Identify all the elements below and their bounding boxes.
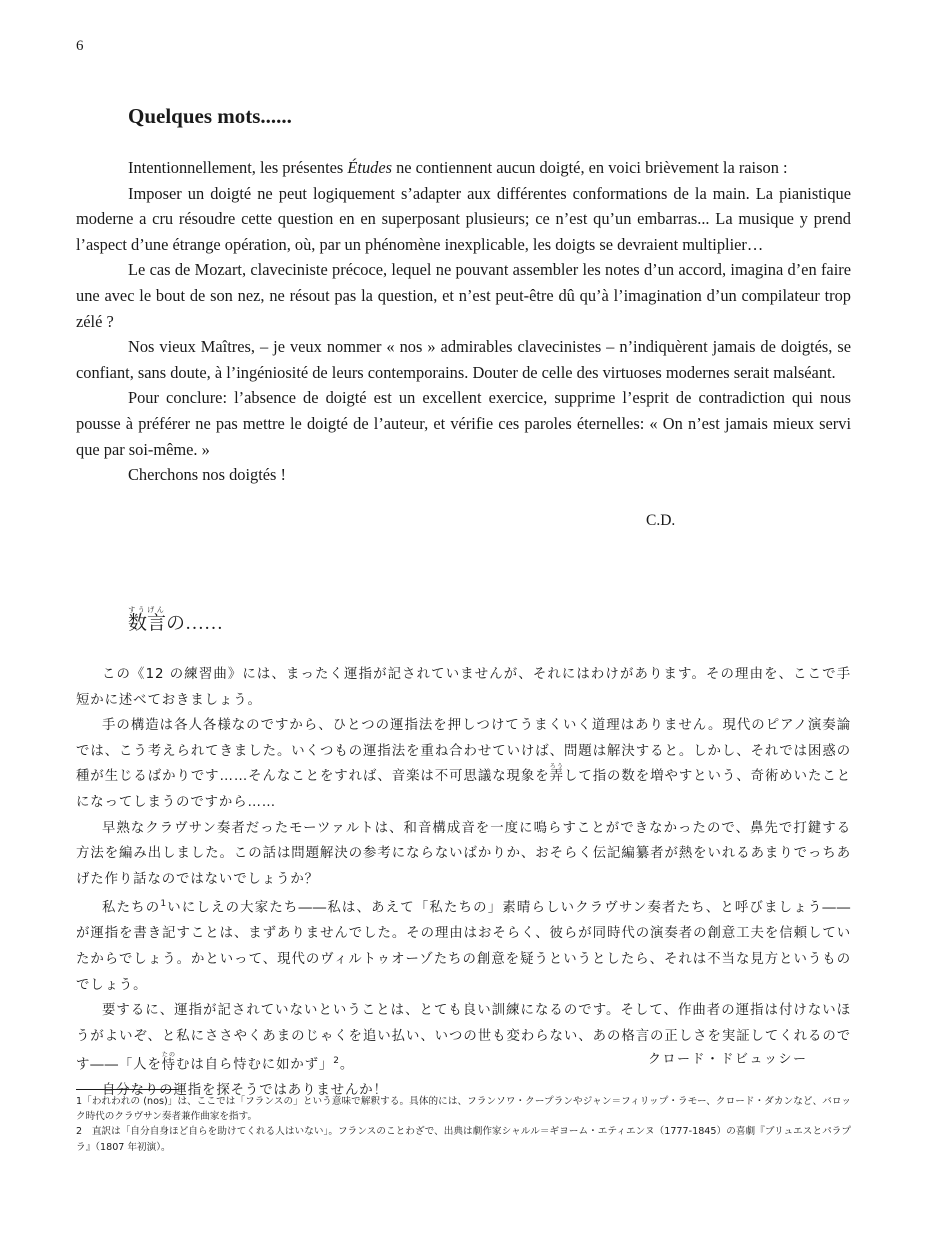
- italic-title-etudes: Études: [347, 158, 393, 177]
- japanese-paragraph: 自分なりの運指を探そうではありませんか！: [102, 1083, 388, 1099]
- title-kanji: 数言: [128, 613, 167, 634]
- title-rest: の……: [166, 613, 224, 634]
- french-paragraph: [76, 155, 851, 181]
- text-run: ne contiennent aucun doigté, en voici brièvement la raison :: [392, 158, 788, 177]
- japanese-paragraph: この《12 の練習曲》には、まったく運指が記されていませんが、それにはわけがあります。その理由を、ここで手短かに述べておきましょう。: [76, 667, 851, 708]
- text-run: いにしえの大家たち――私は、あえて「私たちの」素晴らしいクラヴサン奏者たち、と呼びましょう――が運指を書き記すことは、まずありませんでした。その理由はおそらく、彼らが同時代の演奏者の創意工夫を信頼していたからでしょう。かといって、現代のヴィルトゥオーゾたちの創意を疑うというとしたら、それは不当な見方というものでしょう。: [76, 900, 851, 993]
- footnotes: [76, 1094, 851, 1155]
- japanese-section-title: [128, 606, 223, 635]
- french-paragraph: Cherchons nos doigtés !: [128, 465, 286, 485]
- footnote-1: 1「われわれの (nos)」は、ここでは「フランスの」という意味で解釈する。具体的には、フランソワ・クープランやジャン＝フィリップ・ラモー、クロード・ダカンなど、バロック時代のクラヴサン奏者兼作曲家を指す。: [76, 1096, 851, 1123]
- ruby-base: 弄: [549, 769, 564, 785]
- footnote-divider: [76, 1089, 179, 1090]
- french-section-title: Quelques mots......: [128, 104, 292, 128]
- text-run: 要するに、運指が記されていないということは、とても良い訓練になるのです。そして、作曲者の運指は付けないほうがよいぞ、と私にささやくあまのじゃくを追い払い、いつの世も変わらない、あの格言の正しさを実証してくれるのです――「人を: [76, 1003, 851, 1073]
- text-run: 。: [339, 1057, 355, 1073]
- ruby-furigana: たの: [161, 1051, 177, 1059]
- ruby-word: [161, 1051, 177, 1073]
- japanese-paragraph: [76, 892, 851, 998]
- ruby-word: [549, 763, 564, 785]
- french-text-body: [76, 155, 851, 488]
- text-run: して指の数を増やすという、奇術めいたことになってしまうのですから……: [76, 769, 851, 810]
- text-run: 私たちの: [102, 900, 161, 916]
- footnote-ref-1[interactable]: 1: [160, 899, 167, 910]
- title-furigana: すうげん: [128, 606, 167, 614]
- footnote-ref-2[interactable]: 2: [333, 1056, 340, 1067]
- japanese-paragraph: [76, 713, 851, 815]
- ruby-base: 恃: [161, 1057, 177, 1073]
- text-run: むは自ら恃むに如かず」: [176, 1057, 334, 1073]
- french-paragraph: Imposer un doigté ne peut logiquement s’adapter aux différentes conformations de la main. La pianistique moderne a cru résoudre cette question en en superposant plusieurs; ce n’est qu’un embarras... La musique y prend l’aspect d’une étrange opération, où, par un phénomène inexplicable, les doigts se devraient multiplier…: [76, 183, 851, 254]
- japanese-paragraph: 早熟なクラヴサン奏者だったモーツァルトは、和音構成音を一度に鳴らすことができなかったので、鼻先で打鍵する方法を編み出しました。この話は問題解決の参考にならないばかりか、おそらく伝記編纂者が熱をいれるあまりでっちあげた作り話なのではないでしょうか？: [76, 820, 851, 887]
- page-number: 6: [76, 38, 84, 54]
- french-paragraph: Pour conclure: l’absence de doigté est un excellent exercice, supprime l’esprit de contradiction qui nous pousse à préférer ne pas mettre le doigté de l’auteur, et vérifie ces paroles éternelles: « On n’est jamais mieux servi que par soi-même. »: [76, 388, 851, 459]
- ruby-furigana: ろう: [549, 763, 564, 771]
- footnote-2: 2 直訳は「自分自身ほど自らを助けてくれる人はいない」。フランスのことわざで、出典は劇作家シャルル＝ギヨーム・エティエンヌ（1777-1845）の喜劇『ブリュエスとパラプラ』（1807 年初演）。: [76, 1126, 851, 1153]
- text-run: 手の構造は各人各様なのですから、ひとつの運指法を押しつけてうまくいく道理はありません。現代のピアノ演奏論では、こう考えられてきました。いくつもの運指法を重ね合わせていけば、問題は解決すると。しかし、それでは困惑の種が生じるばかりです……そんなことをすれば、音楽は不可思議な現象を: [76, 718, 851, 785]
- french-signature: C.D.: [646, 512, 676, 529]
- title-ruby: [128, 606, 167, 634]
- french-paragraph: Nos vieux Maîtres, – je veux nommer « nos » admirables clavecinistes – n’indiquèrent jamais de doigtés, se confiant, sans doute, à l’ingéniosité de leurs contemporains. Douter de celle des virtuoses modernes serait malséant.: [76, 337, 851, 382]
- japanese-signature: クロード・ドビュッシー: [648, 1052, 808, 1067]
- japanese-text-body: [76, 662, 851, 1104]
- text-run: Intentionnellement, les présentes: [128, 158, 348, 177]
- french-paragraph: Le cas de Mozart, claveciniste précoce, lequel ne pouvant assembler les notes d’un accord, imagina d’en faire une avec le bout de son nez, ne résout pas la question, et n’est peut-être dû qu’à l’imagination d’un compilateur trop zélé ?: [76, 260, 851, 331]
